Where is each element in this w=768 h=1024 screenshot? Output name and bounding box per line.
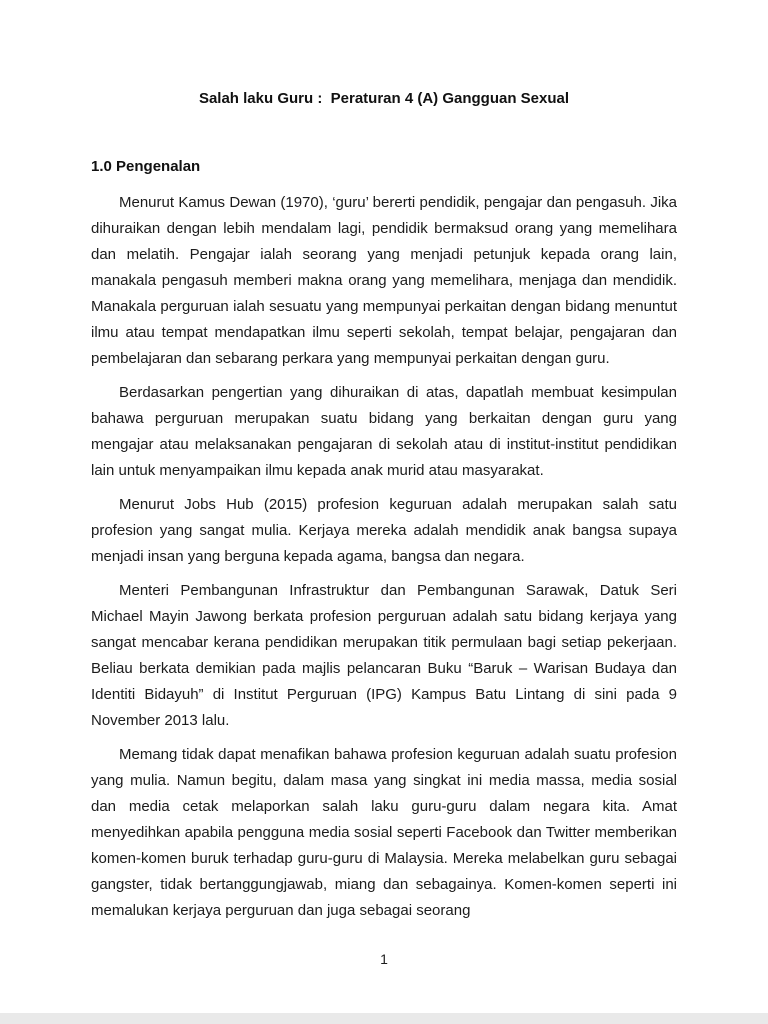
page-number: 1 (380, 951, 388, 967)
paragraph: Memang tidak dapat menafikan bahawa profesion keguruan adalah suatu profesion yang mulia. Namun begitu, dalam masa yang singkat ini media massa, media sosial dan media cetak melaporkan salah laku guru-guru dalam negara kita. Amat menyedihkan apabila pengguna media sosial seperti Facebook dan Twitter memberikan komen-komen buruk terhadap guru-guru di Malaysia. Mereka melabelkan guru sebagai gangster, tidak bertanggungjawab, miang dan sebagainya. Komen-komen seperti ini memalukan kerjaya perguruan dan juga sebagai seorang (91, 746, 677, 919)
section-heading: 1.0 Pengenalan (91, 158, 201, 175)
paragraph: Menurut Jobs Hub (2015) profesion keguruan adalah merupakan salah satu profesion yang sangat mulia. Kerjaya mereka adalah mendidik anak bangsa supaya menjadi insan yang berguna kepada agama, bangsa dan negara. (91, 496, 677, 565)
paragraph: Berdasarkan pengertian yang dihuraikan di atas, dapatlah membuat kesimpulan bahawa perguruan merupakan suatu bidang yang berkaitan dengan guru yang mengajar atau melaksanakan pengajaran di sekolah atau di institut-institut pendidikan lain untuk menyampaikan ilmu kepada anak murid atau masyarakat. (91, 384, 677, 479)
document-title: Salah laku Guru : Peraturan 4 (A) Gangguan Sexual (198, 90, 570, 107)
paragraph: Menteri Pembangunan Infrastruktur dan Pembangunan Sarawak, Datuk Seri Michael Mayin Jawong berkata profesion perguruan adalah satu bidang kerjaya yang sangat mencabar kerana pendidikan merupakan titik permulaan bagi setiap pekerjaan. Beliau berkata demikian pada majlis pelancaran Buku “Baruk – Warisan Budaya dan Identiti Bidayuh” di Institut Perguruan (IPG) Kampus Batu Lintang di sini pada 9 November 2013 lalu. (91, 582, 677, 729)
paragraph: Menurut Kamus Dewan (1970), ‘guru’ bererti pendidik, pengajar dan pengasuh. Jika dihuraikan dengan lebih mendalam lagi, pendidik bermaksud orang yang memelihara dan melatih. Pengajar ialah seorang yang menjadi petunjuk kepada orang lain, manakala pengasuh memberi makna orang yang memelihara, menjaga dan mendidik. Manakala perguruan ialah sesuatu yang mempunyai perkaitan dengan bidang menuntut ilmu atau tempat mendapatkan ilmu seperti sekolah, tempat belajar, pengajaran dan pembelajaran dan sebarang perkara yang mempunyai perkaitan dengan guru. (91, 194, 677, 367)
